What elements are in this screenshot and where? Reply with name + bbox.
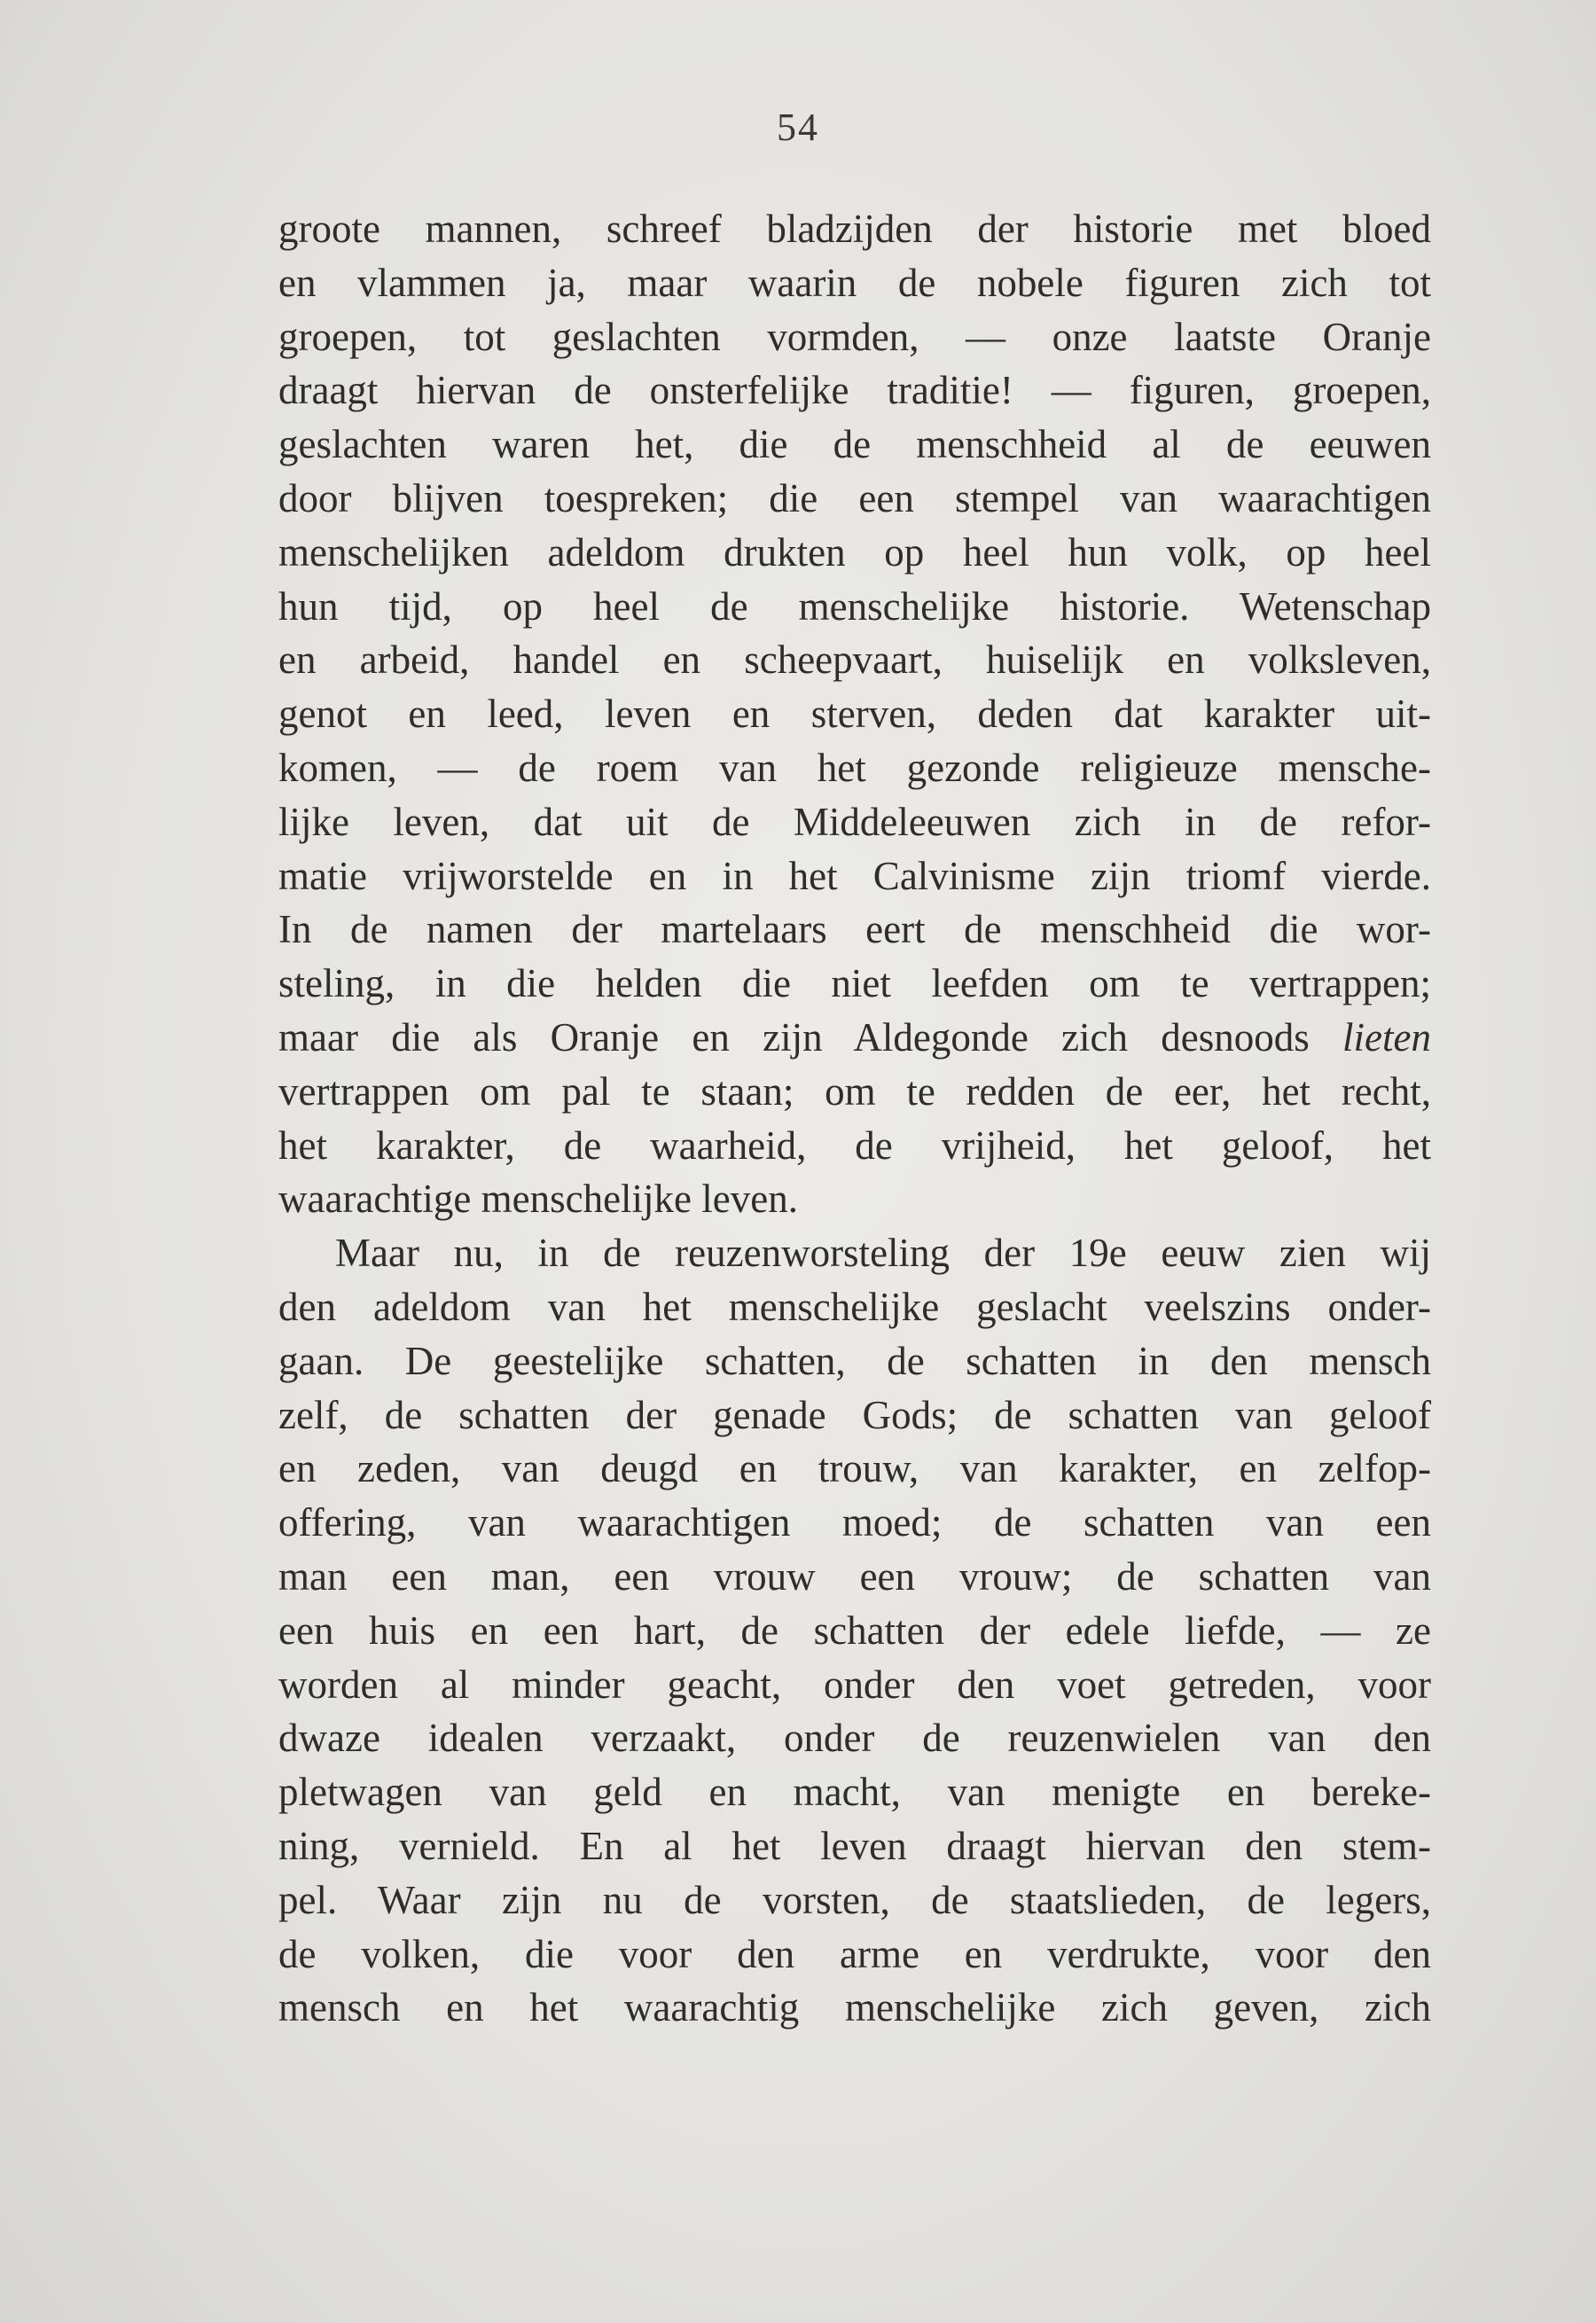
- text-line: een huis en een hart, de schatten der edele liefde, — ze: [278, 1607, 1431, 1653]
- text-line: waarachtige menschelijke leven.: [278, 1177, 798, 1222]
- text-line: Maar nu, in de reuzenworsteling der 19e eeuw zien wij: [335, 1231, 1431, 1276]
- text-line: mensch en het waarachtig menschelijke zich geven, zich: [278, 1985, 1431, 2030]
- text-line-with-italic: [278, 1011, 1431, 1065]
- text-line: worden al minder geacht, onder den voet getreden, voor: [278, 1662, 1431, 1707]
- text-line: In de namen der martelaars eert de menschheid die wor-: [278, 907, 1431, 952]
- text-line: geslachten waren het, die de menschheid al de eeuwen: [278, 422, 1431, 467]
- text-line: pel. Waar zijn nu de vorsten, de staatslieden, de legers,: [278, 1877, 1431, 1922]
- text-line: komen, — de roem van het gezonde religieuze mensche-: [278, 745, 1431, 790]
- text-line: en vlammen ja, maar waarin de nobele figuren zich tot: [278, 260, 1431, 305]
- text-line: gaan. De geestelijke schatten, de schatten in den mensch: [278, 1338, 1431, 1383]
- text-line: door blijven toespreken; die een stempel van waarachtigen: [278, 475, 1431, 520]
- text-line: groepen, tot geslachten vormden, — onze laatste Oranje: [278, 314, 1431, 359]
- text-line: hun tijd, op heel de menschelijke historie. Wetenschap: [278, 583, 1431, 629]
- text-line: maar die als Oranje en zijn Aldegonde zich desnoods: [278, 1014, 1310, 1060]
- text-line: ning, vernield. En al het leven draagt hiervan den stem-: [278, 1823, 1431, 1868]
- text-line: zelf, de schatten der genade Gods; de schatten van geloof: [278, 1392, 1431, 1437]
- text-line: den adeldom van het menschelijke geslacht veelszins onder-: [278, 1284, 1431, 1329]
- text-line: en zeden, van deugd en trouw, van karakter, en zelfop-: [278, 1446, 1431, 1491]
- page-number: 54: [777, 106, 819, 149]
- text-line: steling, in die helden die niet leefden om te vertrappen;: [278, 961, 1431, 1006]
- italic-word: lieten: [1342, 1014, 1431, 1060]
- text-line: pletwagen van geld en macht, van menigte en bereke-: [278, 1770, 1431, 1815]
- text-line: groote mannen, schreef bladzijden der historie met bloed: [278, 207, 1431, 251]
- text-line: matie vrijworstelde en in het Calvinisme zijn triomf vierde.: [278, 853, 1431, 898]
- body-text: [278, 202, 1431, 2035]
- text-line: man een man, een vrouw een vrouw; de schatten van: [278, 1553, 1431, 1599]
- text-line: dwaze idealen verzaakt, onder de reuzenwielen van den: [278, 1716, 1431, 1761]
- text-line: de volken, die voor den arme en verdrukte, voor den: [278, 1931, 1431, 1976]
- text-line: lijke leven, dat uit de Middeleeuwen zich in de refor-: [278, 799, 1431, 844]
- text-line: genot en leed, leven en sterven, deden dat karakter uit-: [278, 692, 1431, 737]
- text-line: offering, van waarachtigen moed; de schatten van een: [278, 1500, 1431, 1545]
- text-line: menschelijken adeldom drukten op heel hun volk, op heel: [278, 529, 1431, 575]
- text-line: en arbeid, handel en scheepvaart, huiselijk en volksleven,: [278, 637, 1431, 683]
- text-line: vertrappen om pal te staan; om te redden de eer, het recht,: [278, 1068, 1431, 1114]
- text-line: draagt hiervan de onsterfelijke traditie! — figuren, groepen,: [278, 368, 1431, 413]
- text-line: het karakter, de waarheid, de vrijheid, het geloof, het: [278, 1122, 1431, 1168]
